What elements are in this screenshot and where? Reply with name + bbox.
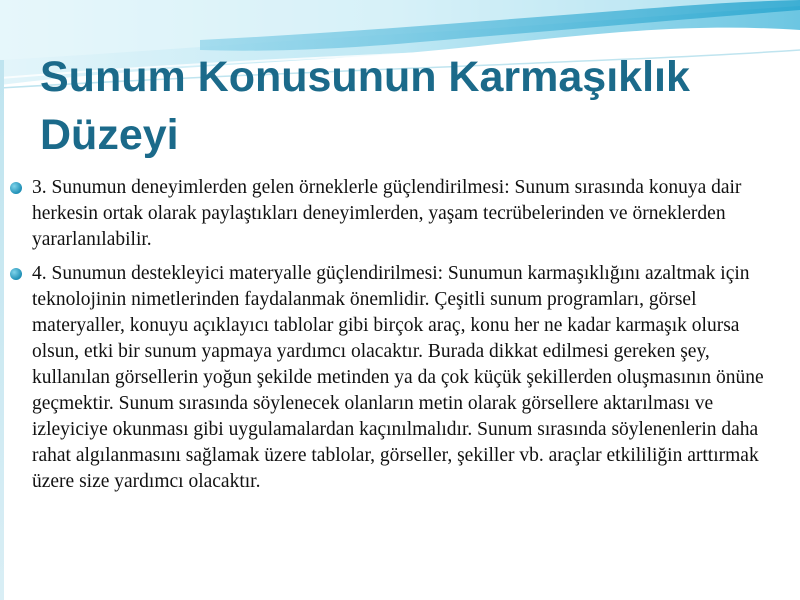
bullet-dot-icon	[10, 268, 22, 280]
bullet-dot-icon	[10, 182, 22, 194]
bullet-text: 4. Sunumun destekleyici materyalle güçlendirilmesi: Sunumun karmaşıklığını azaltmak için teknolojinin nimetlerinden faydalanmak önemlidir. Çeşitli sunum programları, görsel materyaller, konuyu açıklayıcı tablolar gibi birçok araç, konu her ne kadar karmaşık olursa olsun, etki bir sunum yapmaya yardımcı olacaktır. Burada dikkat edilmesi gereken şey, kullanılan görsellerin yoğun şekilde metinden ya da çok küçük şekillerden oluşmasının önüne geçmektir. Sunum sırasında söylenecek olanların metin olarak görsellere aktarılması ve izleyiciye okunması gibi uygulamalardan kaçınılmalıdır. Sunum sırasında söylenenlerin daha rahat algılanmasını sağlamak üzere tablolar, görseller, şekiller vb. araçlar etkililiğin arttırmak üzere size yardımcı olacaktır.	[32, 263, 764, 492]
bullet-item	[8, 261, 783, 495]
bullet-item	[8, 175, 783, 253]
bullet-list	[8, 175, 783, 503]
slide-title: Sunum Konusunun Karmaşıklık Düzeyi	[40, 53, 690, 159]
left-edge-stripe	[0, 60, 4, 600]
bullet-text: 3. Sunumun deneyimlerden gelen örneklerle güçlendirilmesi: Sunum sırasında konuya dair herkesin ortak olarak paylaştıkları deneyimlerden, yaşam tecrübelerinden ve örneklerden yararlanılabilir.	[32, 177, 742, 250]
